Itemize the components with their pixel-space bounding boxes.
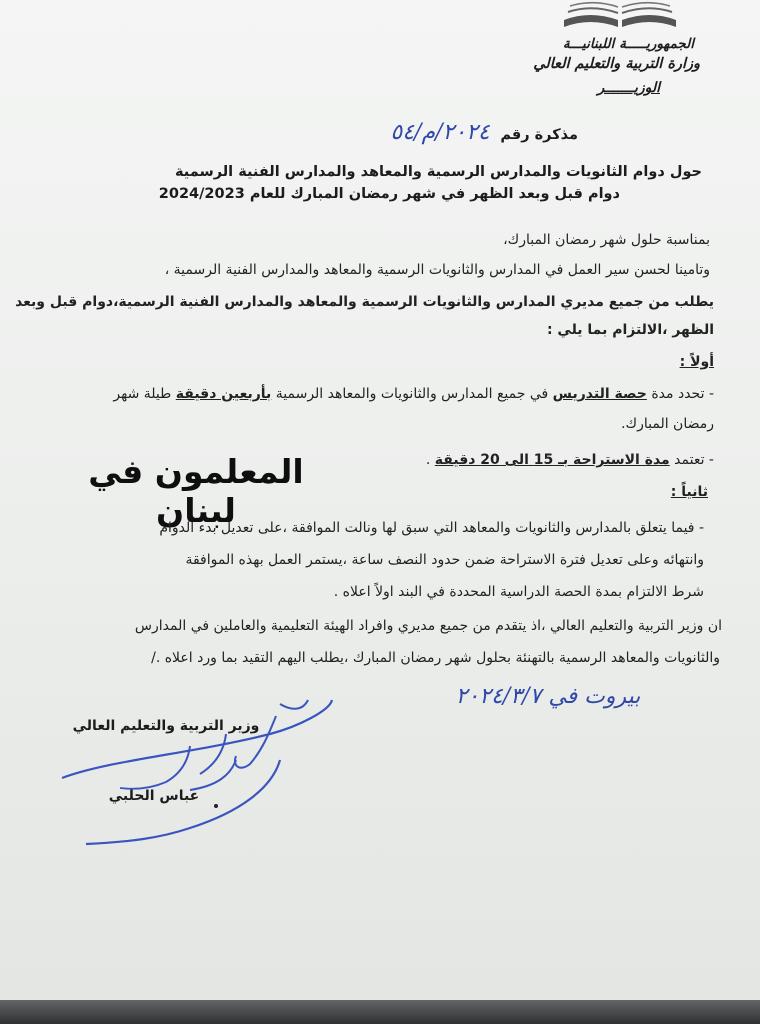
first-item-2-suffix: . (425, 452, 435, 468)
memo-line (248, 120, 578, 145)
section-first-heading: أولاً : (679, 354, 714, 370)
memo-label: مذكرة رقم (500, 127, 578, 143)
signature-name: عباس الحلبي (108, 788, 200, 804)
first-item-1-line-2: رمضان المبارك. (621, 416, 714, 432)
section-second-heading: ثانياً : (670, 484, 708, 500)
signature-scribble (40, 690, 340, 850)
second-item-line-3: شرط الالتزام بمدة الحصة الدراسية المحددة في البند اولاً اعلاه . (333, 584, 704, 600)
first-item-1-bold-duration: بأربعين دقيقة (175, 386, 272, 402)
first-item-1 (14, 386, 714, 402)
first-item-2-bold: مدة الاستراحة بـ 15 الى 20 دقيقة (434, 452, 670, 468)
paragraph-request-line-1: يطلب من جميع مديري المدارس والثانويات الرسمية والمعاهد والمدارس الفنية الرسمية،دوام قبل وبعد (15, 294, 714, 310)
memo-number: ٢٠٢٤/م/٥٤ (390, 120, 490, 145)
first-item-1-prefix: - تحدد مدة (646, 386, 714, 402)
paragraph-request-line-2: الظهر ،الالتزام بما يلي : (546, 322, 714, 338)
first-item-1-bold-lesson: حصة التدريس (552, 386, 647, 402)
header-ministry: وزارة التربية والتعليم العالي (533, 56, 700, 72)
paragraph-purpose: وتامينا لحسن سير العمل في المدارس والثانويات الرسمية والمعاهد والمدارس الفنية الرسمية ، (164, 262, 710, 278)
ministry-book-logo (560, 0, 680, 30)
first-item-1-suffix: طيلة شهر (113, 386, 176, 402)
closing-line-1: ان وزير التربية والتعليم العالي ،اذ يتقدم من جميع مديري وافراد الهيئة التعليمية والعاملين في المدارس (134, 618, 722, 634)
handwritten-date: بيروت في ٢٠٢٤/٣/٧ (455, 684, 641, 709)
header-republic: الجمهوريـــــة اللبنانيـــة (562, 36, 694, 52)
second-item-line-2: وانتهائه وعلى تعديل فترة الاستراحة ضمن حدود النصف ساعة ،يستمر العمل بهذه الموافقة (185, 552, 704, 568)
title-line-1: حول دوام الثانويات والمدارس الرسمية والمعاهد والمدارس الفنية الرسمية (175, 164, 702, 180)
first-item-1-mid: في جميع المدارس والثانويات والمعاهد الرسمية (271, 386, 553, 402)
signature-title: وزير التربية والتعليم العالي (72, 718, 260, 734)
header-minister: الوزيـــــــر (597, 80, 660, 96)
title-line-2: دوام قبل وبعد الظهر في شهر رمضان المبارك للعام 2024/2023 (158, 186, 620, 202)
first-item-2 (294, 452, 714, 468)
watermark-label: المعلمون في لبنان (88, 452, 304, 530)
first-item-2-prefix: - تعتمد (669, 452, 714, 468)
paragraph-occasion: بمناسبة حلول شهر رمضان المبارك، (503, 232, 710, 248)
second-item-line-1: - فيما يتعلق بالمدارس والثانويات والمعاهد التي سبق لها ونالت الموافقة ،على تعديل بدء الدوام (159, 520, 704, 536)
closing-line-2: والثانويات والمعاهد الرسمية بالتهنئة بحلول شهر رمضان المبارك ،يطلب اليهم التقيد بما ورد اعلاه ./ (151, 650, 720, 666)
